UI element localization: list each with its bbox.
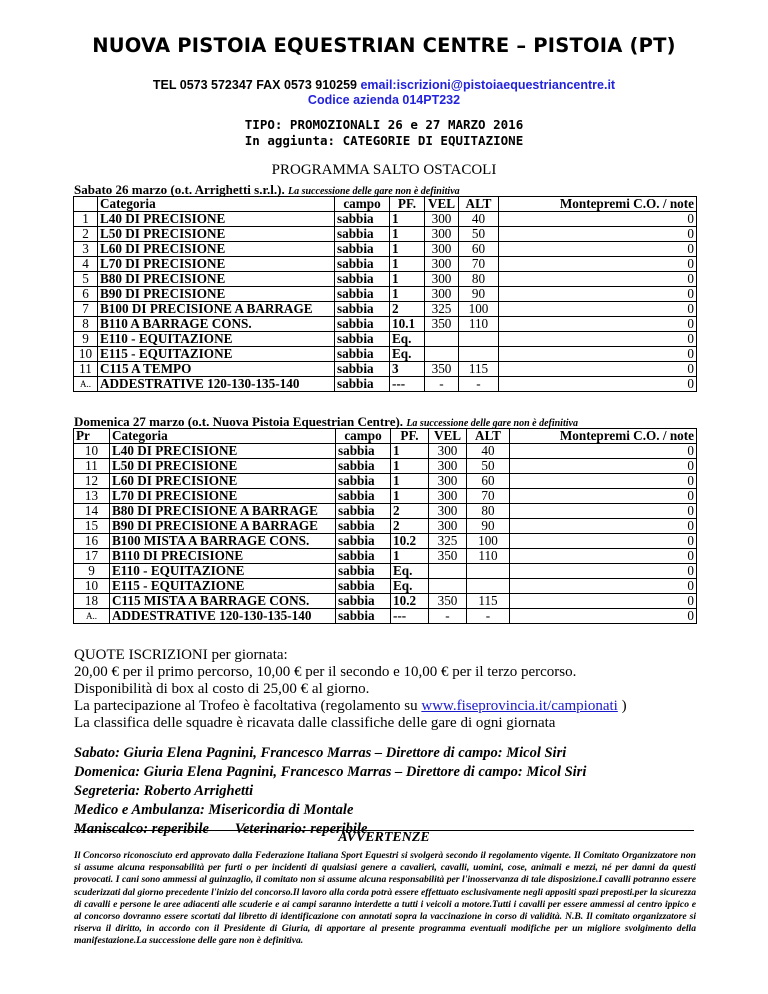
cell-categoria: C115 A TEMPO xyxy=(98,362,335,377)
cell-pf: 1 xyxy=(390,227,425,242)
cell-montepremi: 0 xyxy=(510,609,697,624)
header-campo: campo xyxy=(335,197,390,212)
header-pf: PF. xyxy=(391,429,429,444)
contact-line xyxy=(0,78,768,93)
cell-categoria: E115 - EQUITAZIONE xyxy=(110,579,336,594)
header-categoria: Categoria xyxy=(110,429,336,444)
cell-pf: 10.2 xyxy=(391,534,429,549)
cell-categoria: L40 DI PRECISIONE xyxy=(98,212,335,227)
cell-pf: --- xyxy=(391,609,429,624)
cell-number: 7 xyxy=(74,302,98,317)
cell-categoria: L40 DI PRECISIONE xyxy=(110,444,336,459)
cell-vel: 300 xyxy=(425,212,459,227)
table-row xyxy=(74,302,697,317)
cell-vel: - xyxy=(425,377,459,392)
cell-vel: 300 xyxy=(425,272,459,287)
table-header-row xyxy=(74,429,697,444)
aggiunta-line: In aggiunta: CATEGORIE DI EQUITAZIONE xyxy=(244,133,524,148)
cell-number: 11 xyxy=(74,459,110,474)
email-address: email:iscrizioni@pistoiaequestriancentre.it xyxy=(360,78,616,92)
program-heading: PROGRAMMA SALTO OSTACOLI xyxy=(271,162,497,178)
cell-vel: 300 xyxy=(429,474,467,489)
cell-campo: sabbia xyxy=(336,489,391,504)
cell-number: 2 xyxy=(74,227,98,242)
cell-campo: sabbia xyxy=(336,579,391,594)
table-row xyxy=(74,272,697,287)
cell-vel: 300 xyxy=(429,519,467,534)
regolamento-link[interactable]: www.fiseprovincia.it/campionati xyxy=(421,698,618,714)
cell-categoria: C115 MISTA A BARRAGE CONS. xyxy=(110,594,336,609)
cell-categoria: B100 DI PRECISIONE A BARRAGE xyxy=(98,302,335,317)
table-row xyxy=(74,347,697,362)
cell-montepremi: 0 xyxy=(499,287,697,302)
table-header-row xyxy=(74,197,697,212)
cell-campo: sabbia xyxy=(335,362,390,377)
cell-pf: Eq. xyxy=(391,564,429,579)
cell-number: 13 xyxy=(74,489,110,504)
cell-montepremi: 0 xyxy=(499,212,697,227)
cell-campo: sabbia xyxy=(335,317,390,332)
table-row xyxy=(74,519,697,534)
avvertenze-body: Il Concorso riconosciuto erd approvato dalla Federazione Italiana Sport Equestri si svolgerà secondo il regolamento vigente. Il Comitato Organizzatore non si assume alcuna responsabilità per furti o per incidenti di qualsiasi genere a cavalieri, cavalli, uomini, cose, animali e mezzi, né per danni da questi provocati. I cani sono ammessi al guinzaglio, il comitato non si assume alcuna responsabilità per l'inosservanza di tale disposizione.I cavalli potranno essere scuderizzati dal giorno precedente l'inizio del concorso.Il lavoro alla corda potrà essere effettuato esclusivamente negli appositi spazi preposti.per la sicurezza di cavalli e persone le aree adiacenti alle scuderie e ai campi saranno interdette a tutti i veicoli a motore.Tutti i cavalli per essere ammessi al centro ippico e al concorso dovranno essere scortati dal libretto di identificazione con annotati sopra la vaccinazione in corso di validità. xyxy=(74,850,696,923)
saturday-note: La successione delle gare non è definitiva xyxy=(288,186,460,197)
cell-vel: 300 xyxy=(425,287,459,302)
quote-trofeo xyxy=(74,698,627,715)
table-row xyxy=(74,227,697,242)
cell-categoria: B90 DI PRECISIONE xyxy=(98,287,335,302)
table-row xyxy=(74,317,697,332)
table-row xyxy=(74,242,697,257)
cell-categoria: L50 DI PRECISIONE xyxy=(110,459,336,474)
cell-alt: 115 xyxy=(459,362,499,377)
quote-prices: 20,00 € per il primo percorso, 10,00 € per il secondo e 10,00 € per il terzo percorso. xyxy=(74,664,577,680)
cell-pf: 1 xyxy=(391,444,429,459)
saturday-title: Sabato 26 marzo (o.t. Arrighetti s.r.l.). xyxy=(74,182,285,197)
table-row xyxy=(74,549,697,564)
codice-azienda: Codice azienda 014PT232 xyxy=(307,93,461,107)
cell-montepremi: 0 xyxy=(510,459,697,474)
cell-number: 14 xyxy=(74,504,110,519)
cell-vel: - xyxy=(429,609,467,624)
table-row xyxy=(74,474,697,489)
staff-veterinario: Veterinario: reperibile xyxy=(234,821,368,837)
header-vel: VEL xyxy=(425,197,459,212)
cell-campo: sabbia xyxy=(335,287,390,302)
cell-categoria: L50 DI PRECISIONE xyxy=(98,227,335,242)
cell-montepremi: 0 xyxy=(499,377,697,392)
cell-montepremi: 0 xyxy=(499,257,697,272)
cell-pf: 1 xyxy=(390,212,425,227)
phone-fax: TEL 0573 572347 FAX 0573 910259 xyxy=(152,78,361,92)
cell-vel: 350 xyxy=(429,594,467,609)
cell-vel: 325 xyxy=(429,534,467,549)
table-row xyxy=(74,594,697,609)
cell-vel: 300 xyxy=(429,504,467,519)
cell-montepremi: 0 xyxy=(510,444,697,459)
cell-number: 10 xyxy=(74,579,110,594)
cell-vel: 350 xyxy=(429,549,467,564)
cell-alt: 50 xyxy=(467,459,510,474)
trofeo-text: La partecipazione al Trofeo è facoltativa (regolamento su xyxy=(74,698,422,714)
cell-categoria: B80 DI PRECISIONE A BARRAGE xyxy=(110,504,336,519)
cell-pf: 1 xyxy=(390,242,425,257)
cell-montepremi: 0 xyxy=(499,302,697,317)
cell-montepremi: 0 xyxy=(499,227,697,242)
cell-vel: 300 xyxy=(429,489,467,504)
contact-block xyxy=(0,78,768,108)
cell-campo: sabbia xyxy=(335,272,390,287)
cell-number: 10 xyxy=(74,444,110,459)
cell-alt xyxy=(459,332,499,347)
cell-montepremi: 0 xyxy=(510,519,697,534)
cell-vel: 300 xyxy=(429,459,467,474)
cell-pf: Eq. xyxy=(390,332,425,347)
table-row xyxy=(74,444,697,459)
quote-title: QUOTE ISCRIZIONI per giornata: xyxy=(74,647,288,663)
cell-categoria: L70 DI PRECISIONE xyxy=(98,257,335,272)
cell-alt: 110 xyxy=(467,549,510,564)
cell-alt: 80 xyxy=(467,504,510,519)
cell-montepremi: 0 xyxy=(510,504,697,519)
cell-pf: 1 xyxy=(390,257,425,272)
header-categoria: Categoria xyxy=(98,197,335,212)
cell-campo: sabbia xyxy=(336,459,391,474)
cell-alt xyxy=(467,564,510,579)
saturday-table xyxy=(73,196,697,392)
cell-number: 17 xyxy=(74,549,110,564)
cell-montepremi: 0 xyxy=(510,474,697,489)
cell-alt: 40 xyxy=(467,444,510,459)
sunday-table xyxy=(73,428,697,624)
cell-pf: Eq. xyxy=(391,579,429,594)
staff-medico: Medico e Ambulanza: Misericordia di Montale xyxy=(74,802,354,818)
cell-number: 3 xyxy=(74,242,98,257)
cell-pf: 1 xyxy=(390,287,425,302)
avvertenze-nb: N.B. Il comitato organizzatore si riserva il diritto, in accordo con il Presidente di Giuria, di apportare al presente programma eventuali modifiche per un migliore svolgimento della manifestazione.La successione delle gare non è definitiva. xyxy=(74,911,696,947)
cell-number: 16 xyxy=(74,534,110,549)
tipo-line: TIPO: PROMOZIONALI 26 e 27 MARZO 2016 xyxy=(244,117,524,132)
cell-number: 4 xyxy=(74,257,98,272)
cell-montepremi: 0 xyxy=(499,332,697,347)
cell-categoria: L60 DI PRECISIONE xyxy=(110,474,336,489)
cell-number: A.. xyxy=(74,609,110,624)
cell-vel: 300 xyxy=(425,227,459,242)
cell-vel: 350 xyxy=(425,317,459,332)
cell-alt: 100 xyxy=(459,302,499,317)
staff-maniscalco: Maniscalco: reperibile xyxy=(74,821,209,837)
header-montepremi: Montepremi C.O. / note xyxy=(510,429,697,444)
cell-vel xyxy=(429,579,467,594)
cell-pf: --- xyxy=(390,377,425,392)
cell-vel xyxy=(425,347,459,362)
cell-montepremi: 0 xyxy=(499,242,697,257)
cell-categoria: ADDESTRATIVE 120-130-135-140 xyxy=(98,377,335,392)
header-pf: PF. xyxy=(390,197,425,212)
cell-vel xyxy=(429,564,467,579)
table-row xyxy=(74,257,697,272)
cell-number: A.. xyxy=(74,377,98,392)
avvertenze-text xyxy=(74,850,696,948)
cell-pf: 3 xyxy=(390,362,425,377)
cell-campo: sabbia xyxy=(335,347,390,362)
cell-number: 11 xyxy=(74,362,98,377)
table-row xyxy=(74,332,697,347)
table-row xyxy=(74,377,697,392)
cell-alt: - xyxy=(459,377,499,392)
trofeo-close: ) xyxy=(617,698,627,714)
header-alt: ALT xyxy=(467,429,510,444)
header-alt: ALT xyxy=(459,197,499,212)
table-row xyxy=(74,362,697,377)
cell-campo: sabbia xyxy=(335,257,390,272)
cell-alt: 90 xyxy=(467,519,510,534)
cell-number: 8 xyxy=(74,317,98,332)
cell-vel xyxy=(425,332,459,347)
cell-montepremi: 0 xyxy=(499,362,697,377)
cell-vel: 325 xyxy=(425,302,459,317)
cell-montepremi: 0 xyxy=(510,594,697,609)
cell-alt: 90 xyxy=(459,287,499,302)
cell-categoria: L70 DI PRECISIONE xyxy=(110,489,336,504)
table-row xyxy=(74,579,697,594)
cell-number: 10 xyxy=(74,347,98,362)
cell-categoria: ADDESTRATIVE 120-130-135-140 xyxy=(110,609,336,624)
table-row xyxy=(74,489,697,504)
cell-pf: 2 xyxy=(391,504,429,519)
header-number: Pr xyxy=(74,429,110,444)
sunday-title: Domenica 27 marzo (o.t. Nuova Pistoia Equestrian Centre). xyxy=(74,414,404,429)
cell-pf: 10.2 xyxy=(391,594,429,609)
table-row xyxy=(74,534,697,549)
avvertenze-title: AVVERTENZE xyxy=(338,830,430,845)
cell-alt xyxy=(459,347,499,362)
cell-campo: sabbia xyxy=(336,609,391,624)
cell-pf: 1 xyxy=(391,489,429,504)
cell-pf: 2 xyxy=(390,302,425,317)
table-row xyxy=(74,564,697,579)
cell-alt: 40 xyxy=(459,212,499,227)
cell-categoria: E115 - EQUITAZIONE xyxy=(98,347,335,362)
cell-campo: sabbia xyxy=(336,474,391,489)
cell-pf: 1 xyxy=(391,549,429,564)
staff-domenica: Domenica: Giuria Elena Pagnini, Francesco Marras – Direttore di campo: Micol Siri xyxy=(74,764,587,780)
cell-campo: sabbia xyxy=(336,594,391,609)
cell-vel: 350 xyxy=(425,362,459,377)
cell-campo: sabbia xyxy=(336,564,391,579)
header-campo: campo xyxy=(336,429,391,444)
sunday-note: La successione delle gare non è definitiva xyxy=(406,418,578,429)
cell-campo: sabbia xyxy=(336,519,391,534)
page-title: NUOVA PISTOIA EQUESTRIAN CENTRE – PISTOIA (PT) xyxy=(92,34,676,57)
cell-number: 12 xyxy=(74,474,110,489)
cell-campo: sabbia xyxy=(336,444,391,459)
quote-box: Disponibilità di box al costo di 25,00 € al giorno. xyxy=(74,681,370,697)
header-number xyxy=(74,197,98,212)
cell-categoria: B80 DI PRECISIONE xyxy=(98,272,335,287)
header-vel: VEL xyxy=(429,429,467,444)
cell-categoria: E110 - EQUITAZIONE xyxy=(110,564,336,579)
cell-montepremi: 0 xyxy=(510,579,697,594)
cell-montepremi: 0 xyxy=(510,489,697,504)
cell-number: 9 xyxy=(74,564,110,579)
cell-pf: 10.1 xyxy=(390,317,425,332)
cell-alt xyxy=(467,579,510,594)
cell-pf: 1 xyxy=(390,272,425,287)
cell-alt: 80 xyxy=(459,272,499,287)
cell-number: 18 xyxy=(74,594,110,609)
cell-pf: 1 xyxy=(391,459,429,474)
staff-segreteria: Segreteria: Roberto Arrighetti xyxy=(74,783,254,799)
cell-categoria: B110 A BARRAGE CONS. xyxy=(98,317,335,332)
cell-pf: 1 xyxy=(391,474,429,489)
quote-classifica: La classifica delle squadre è ricavata dalle classifiche delle gare di ogni giornata xyxy=(74,715,556,731)
staff-section xyxy=(74,744,586,839)
cell-montepremi: 0 xyxy=(510,549,697,564)
cell-categoria: L60 DI PRECISIONE xyxy=(98,242,335,257)
cell-number: 9 xyxy=(74,332,98,347)
cell-alt: 70 xyxy=(459,257,499,272)
table-row xyxy=(74,459,697,474)
cell-campo: sabbia xyxy=(335,227,390,242)
cell-vel: 300 xyxy=(425,257,459,272)
cell-alt: 115 xyxy=(467,594,510,609)
cell-alt: 110 xyxy=(459,317,499,332)
cell-campo: sabbia xyxy=(336,534,391,549)
cell-alt: 60 xyxy=(467,474,510,489)
cell-campo: sabbia xyxy=(336,549,391,564)
cell-alt: 100 xyxy=(467,534,510,549)
cell-montepremi: 0 xyxy=(499,347,697,362)
event-type xyxy=(0,117,768,149)
cell-categoria: E110 - EQUITAZIONE xyxy=(98,332,335,347)
table-row xyxy=(74,212,697,227)
cell-number: 1 xyxy=(74,212,98,227)
cell-categoria: B110 DI PRECISIONE xyxy=(110,549,336,564)
cell-montepremi: 0 xyxy=(510,534,697,549)
cell-alt: 60 xyxy=(459,242,499,257)
quote-section xyxy=(74,647,627,732)
cell-campo: sabbia xyxy=(335,332,390,347)
cell-categoria: B100 MISTA A BARRAGE CONS. xyxy=(110,534,336,549)
cell-vel: 300 xyxy=(429,444,467,459)
cell-alt: - xyxy=(467,609,510,624)
cell-campo: sabbia xyxy=(335,302,390,317)
table-row xyxy=(74,287,697,302)
cell-pf: 2 xyxy=(391,519,429,534)
cell-number: 15 xyxy=(74,519,110,534)
cell-categoria: B90 DI PRECISIONE A BARRAGE xyxy=(110,519,336,534)
cell-alt: 70 xyxy=(467,489,510,504)
cell-vel: 300 xyxy=(425,242,459,257)
cell-campo: sabbia xyxy=(335,212,390,227)
staff-sabato: Sabato: Giuria Elena Pagnini, Francesco Marras – Direttore di campo: Micol Siri xyxy=(74,745,567,761)
table-row xyxy=(74,504,697,519)
table-row xyxy=(74,609,697,624)
cell-campo: sabbia xyxy=(336,504,391,519)
cell-montepremi: 0 xyxy=(499,317,697,332)
cell-montepremi: 0 xyxy=(499,272,697,287)
header-montepremi: Montepremi C.O. / note xyxy=(499,197,697,212)
cell-montepremi: 0 xyxy=(510,564,697,579)
cell-number: 6 xyxy=(74,287,98,302)
cell-number: 5 xyxy=(74,272,98,287)
cell-campo: sabbia xyxy=(335,242,390,257)
cell-alt: 50 xyxy=(459,227,499,242)
cell-campo: sabbia xyxy=(335,377,390,392)
cell-pf: Eq. xyxy=(390,347,425,362)
